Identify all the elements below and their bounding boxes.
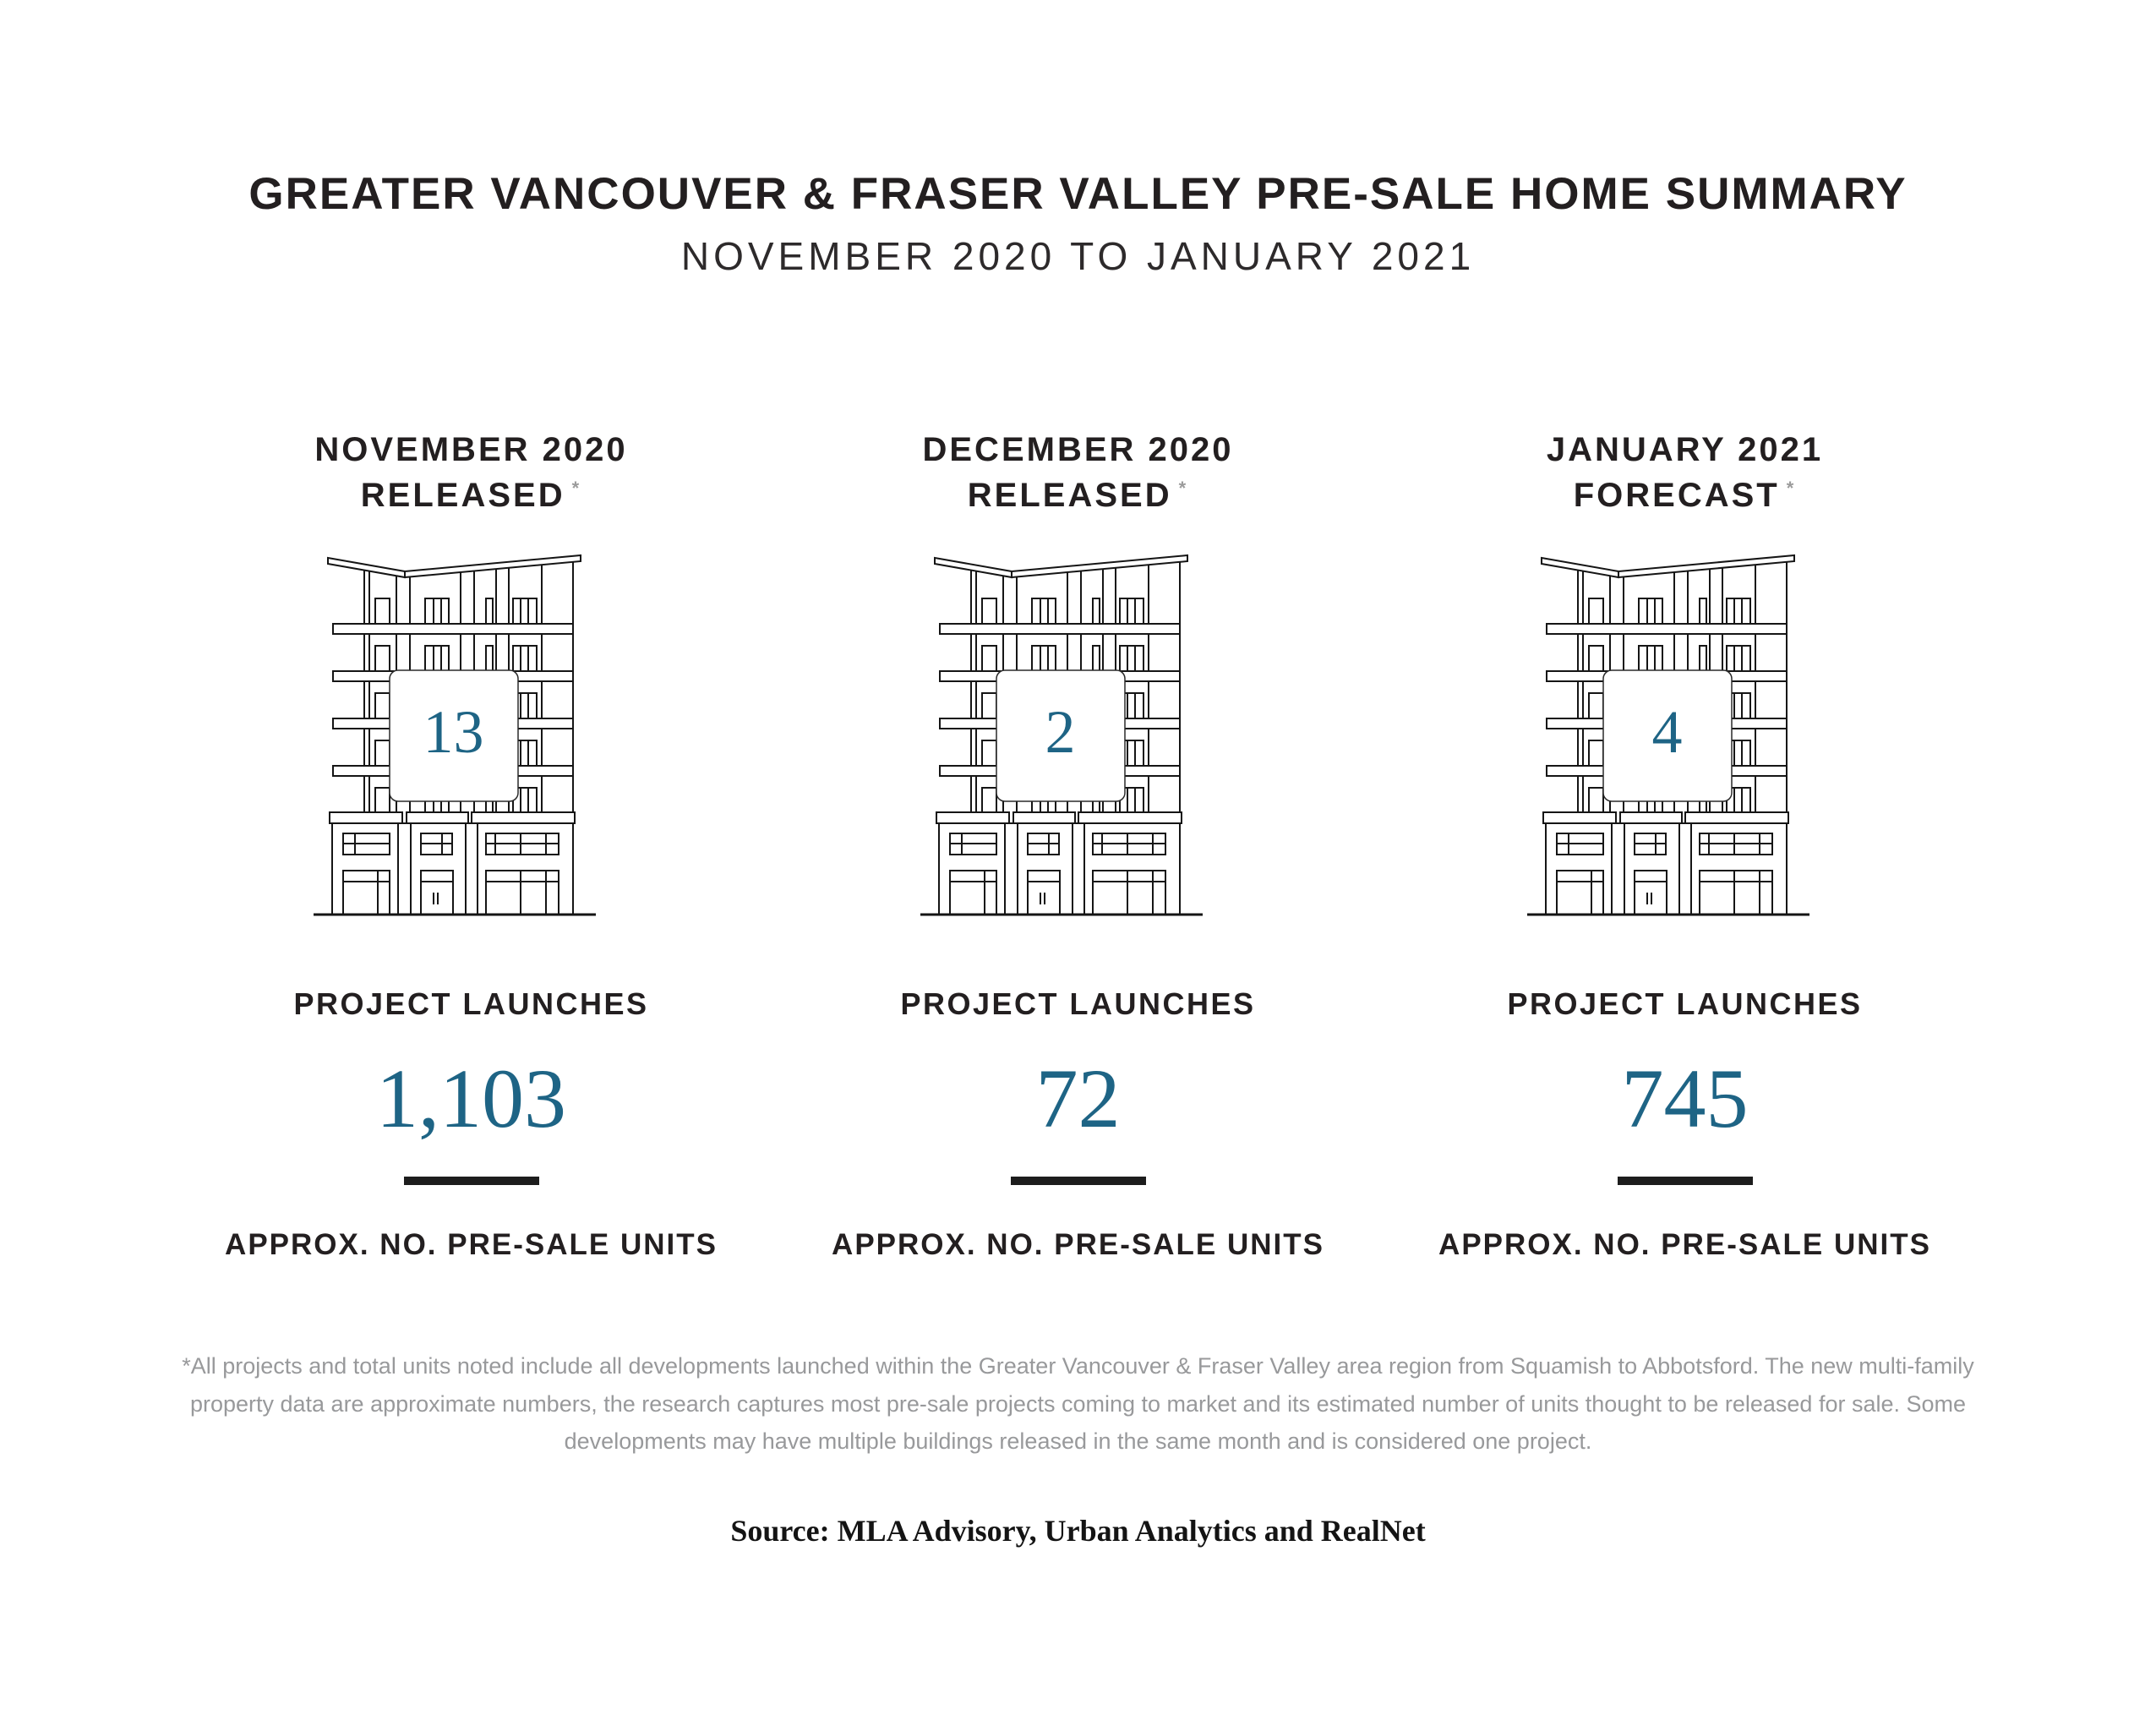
column-period: JANUARY 2021 [1546, 430, 1824, 468]
units-label: APPROX. NO. PRE-SALE UNITS [225, 1227, 718, 1261]
column-status: RELEASED [967, 476, 1172, 514]
column-period: NOVEMBER 2020 [314, 430, 628, 468]
column-header [314, 427, 627, 518]
units-label: APPROX. NO. PRE-SALE UNITS [832, 1227, 1324, 1261]
stat-divider [1011, 1177, 1146, 1185]
launches-count: 13 [423, 698, 484, 767]
presale-units-count: 745 [1621, 1051, 1749, 1145]
column-status: RELEASED [360, 476, 565, 514]
presale-units-count: 1,103 [376, 1051, 566, 1145]
column-december-2020 [775, 427, 1382, 1263]
page-title: GREATER VANCOUVER & FRASER VALLEY PRE-SALE HOME SUMMARY [248, 169, 1908, 219]
footnote-asterisk: * [571, 477, 582, 499]
column-header [922, 427, 1233, 518]
apartment-building-icon [1516, 543, 1854, 949]
launches-label: PROJECT LAUNCHES [900, 986, 1256, 1021]
stat-divider [404, 1177, 539, 1185]
launches-label: PROJECT LAUNCHES [1507, 986, 1863, 1021]
footnote-text: *All projects and total units noted include all developments launched within the Greater Vancouver & Fraser Valley area region from Squamish to Abbotsford. The new multi-family property data are approximate numbers, the research captures most pre-sale projects coming to market and its estimated number of units thought to be released for sale. Some developments may have multiple buildings released in the same month and is considered one project. [182, 1352, 1974, 1455]
column-header [1547, 427, 1823, 518]
launches-count: 4 [1651, 698, 1683, 767]
apartment-building-icon [303, 543, 641, 949]
stat-columns [0, 427, 2156, 1263]
column-january-2021 [1382, 427, 1989, 1263]
launches-count: 2 [1045, 698, 1076, 767]
footnote-asterisk: * [1786, 477, 1797, 499]
units-label: APPROX. NO. PRE-SALE UNITS [1438, 1227, 1931, 1261]
apartment-building-icon [909, 543, 1247, 949]
page-subtitle: NOVEMBER 2020 TO JANUARY 2021 [680, 233, 1476, 278]
stat-divider [1618, 1177, 1753, 1185]
presale-units-count: 72 [1035, 1051, 1121, 1145]
column-november-2020 [168, 427, 775, 1263]
column-status: FORECAST [1573, 476, 1780, 514]
footnote-asterisk: * [1178, 477, 1189, 499]
launches-label: PROJECT LAUNCHES [293, 986, 649, 1021]
source-credit: Source: MLA Advisory, Urban Analytics and RealNet [730, 1514, 1426, 1548]
column-period: DECEMBER 2020 [922, 430, 1234, 468]
